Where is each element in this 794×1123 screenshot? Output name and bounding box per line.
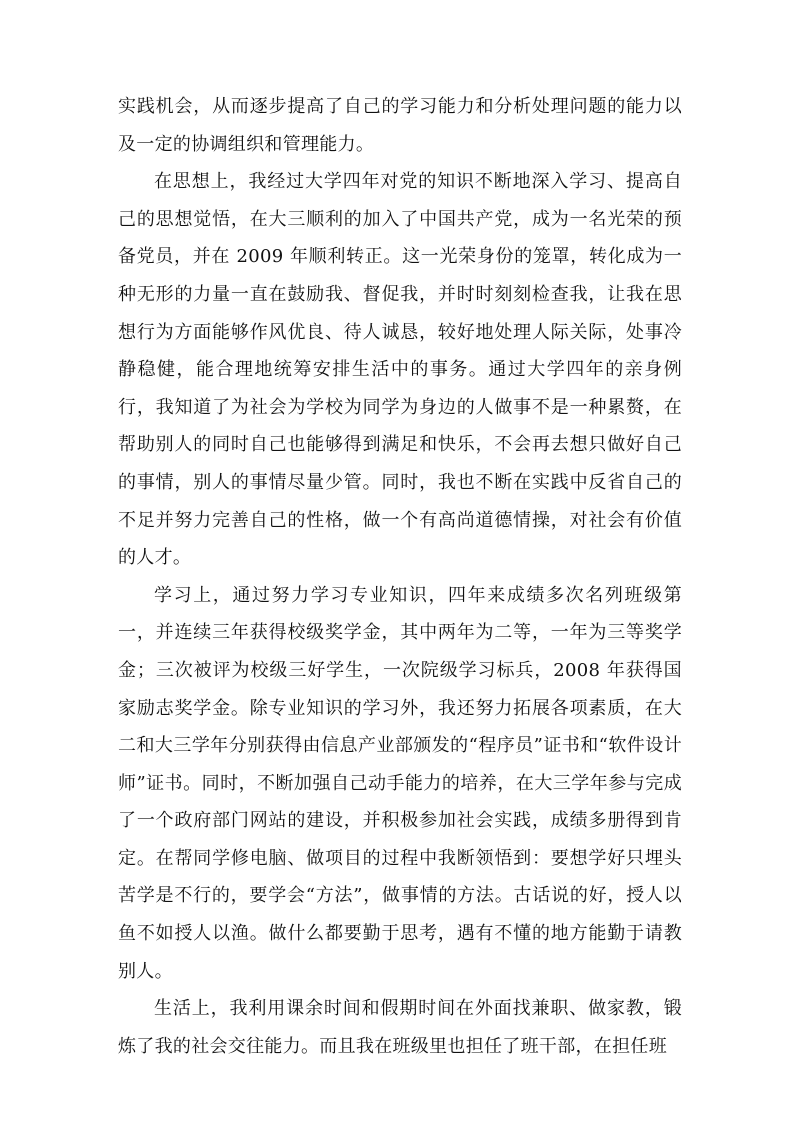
paragraph-life: 生活上，我利用课余时间和假期时间在外面找兼职、做家教，锻炼了我的社会交往能力。而且我在班级里也担任了班干部，在担任班 (118, 998, 682, 1057)
paragraph-study: 学习上，通过努力学习专业知识，四年来成绩多次名列班级第一，并连续三年获得校级奖学金，其中两年为二等，一年为三等奖学金；三次被评为校级三好学生，一次院级学习标兵，2008 年获得国家励志奖学金。除专业知识的学习外，我还努力拓展各项素质，在大二和大三学年分别获得由信息产业部颁发的“程序员”证书和“软件设计师”证书。同时，不断加强自己动手能力的培养，在大三学年参与完成了一个政府部门网站的建设，并积极参加社会实践，成绩多册得到肯定。在帮同学修电脑、做项目的过程中我断领悟到：要想学好只埋头苦学是不行的，要学会“方法”，做事情的方法。古话说的好，授人以鱼不如授人以渔。做什么都要勤于思考，遇有不懂的地方能勤于请教别人。 (118, 584, 682, 982)
paragraph-continuation: 实践机会，从而逐步提高了自己的学习能力和分析处理问题的能力以及一定的协调组织和管理能力。 (118, 96, 682, 155)
paragraph-ideology: 在思想上，我经过大学四年对党的知识不断地深入学习、提高自己的思想觉悟，在大三顺利的加入了中国共产党，成为一名光荣的预备党员，并在 2009 年顺利转正。这一光荣身份的笼罩，转化成为一种无形的力量一直在鼓励我、督促我，并时时刻刻检查我，让我在思想行为方面能够作风优良、待人诚恳，较好地处理人际关际，处事冷静稳健，能合理地统筹安排生活中的事务。通过大学四年的亲身例行，我知道了为社会为学校为同学为身边的人做事不是一种累赘，在帮助别人的同时自己也能够得到满足和快乐，不会再去想只做好自己的事情，别人的事情尽量少管。同时，我也不断在实践中反省自己的不足并努力完善自己的性格，做一个有高尚道德情操，对社会有价值的人才。 (118, 171, 682, 569)
document-body (118, 88, 682, 1065)
